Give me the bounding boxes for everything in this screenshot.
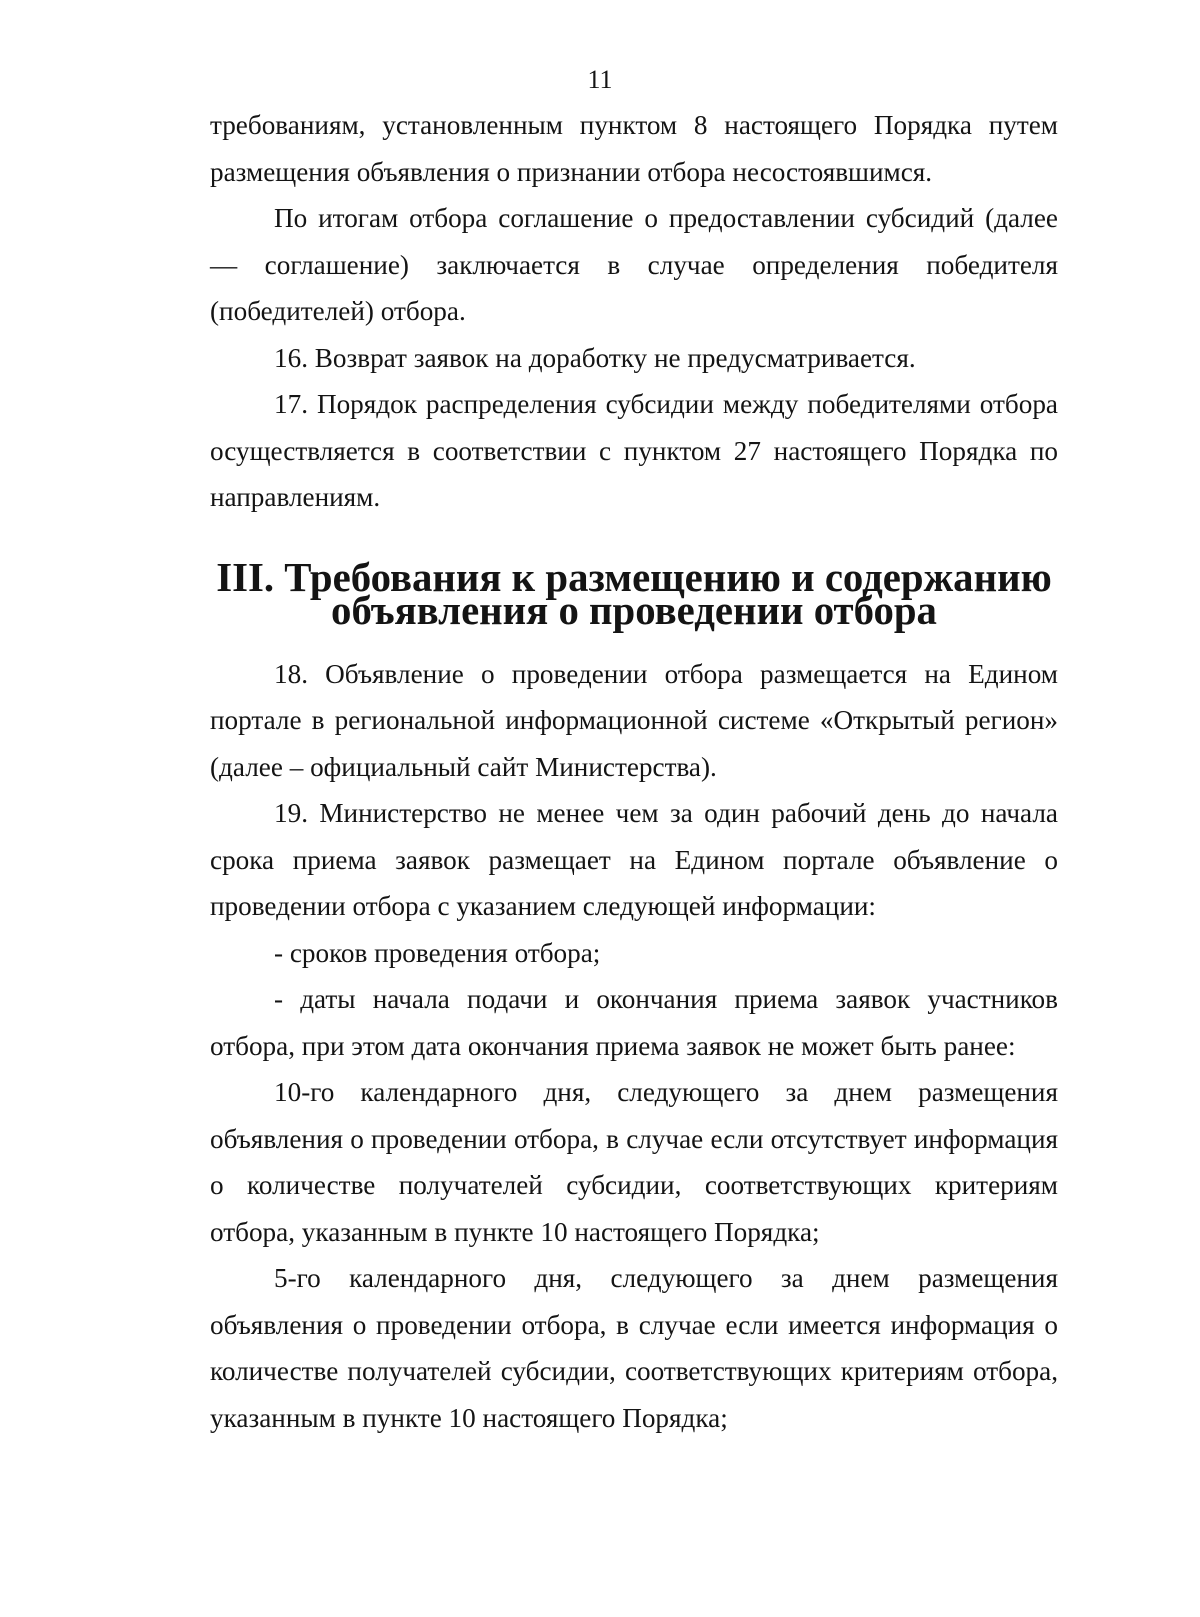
section-heading-line-2: объявления о проведении отбора: [331, 587, 937, 633]
paragraph-10th-day: 10-го календарного дня, следующего за днем размещения объявления о проведении отбора, в случае если отсутствует информация о количестве получателей субсидии, соответствующих критериям отбора, указанным в пункте 10 настоящего Порядка;: [210, 1077, 1058, 1247]
paragraph-continuation: требованиям, установленным пунктом 8 настоящего Порядка путем размещения объявления о признании отбора несостоявшимся.: [210, 110, 1058, 187]
section-heading-line-1: III. Требования к размещению и содержанию: [216, 554, 1052, 600]
paragraph-agreement: По итогам отбора соглашение о предоставлении субсидий (далее — соглашение) заключается в случае определения победителя (победителей) отбора.: [210, 203, 1058, 326]
page-number: 11: [587, 65, 613, 94]
list-item-dates: - даты начала подачи и окончания приема заявок участников отбора, при этом дата окончания приема заявок не может быть ранее:: [210, 984, 1058, 1061]
paragraph-16: 16. Возврат заявок на доработку не предусматривается.: [274, 342, 916, 373]
paragraph-18: 18. Объявление о проведении отбора размещается на Едином портале в региональной информационной системе «Открытый регион» (далее – официальный сайт Министерства).: [210, 658, 1058, 782]
paragraph-17: 17. Порядок распределения субсидии между победителями отбора осуществляется в соответствии с пунктом 27 настоящего Порядка по направлениям.: [210, 389, 1058, 512]
paragraph-19: 19. Министерство не менее чем за один рабочий день до начала срока приема заявок размещает на Едином портале объявление о проведении отбора с указанием следующей информации:: [210, 798, 1058, 921]
section-heading: [210, 554, 1058, 633]
list-item-deadlines: - сроков проведения отбора;: [274, 937, 601, 968]
document-body: [210, 102, 1058, 1441]
paragraph-5th-day: 5-го календарного дня, следующего за днем размещения объявления о проведении отбора, в случае если имеется информация о количестве получателей субсидии, соответствующих критериям отбора, указанным в пункте 10 настоящего Порядка;: [210, 1263, 1058, 1433]
